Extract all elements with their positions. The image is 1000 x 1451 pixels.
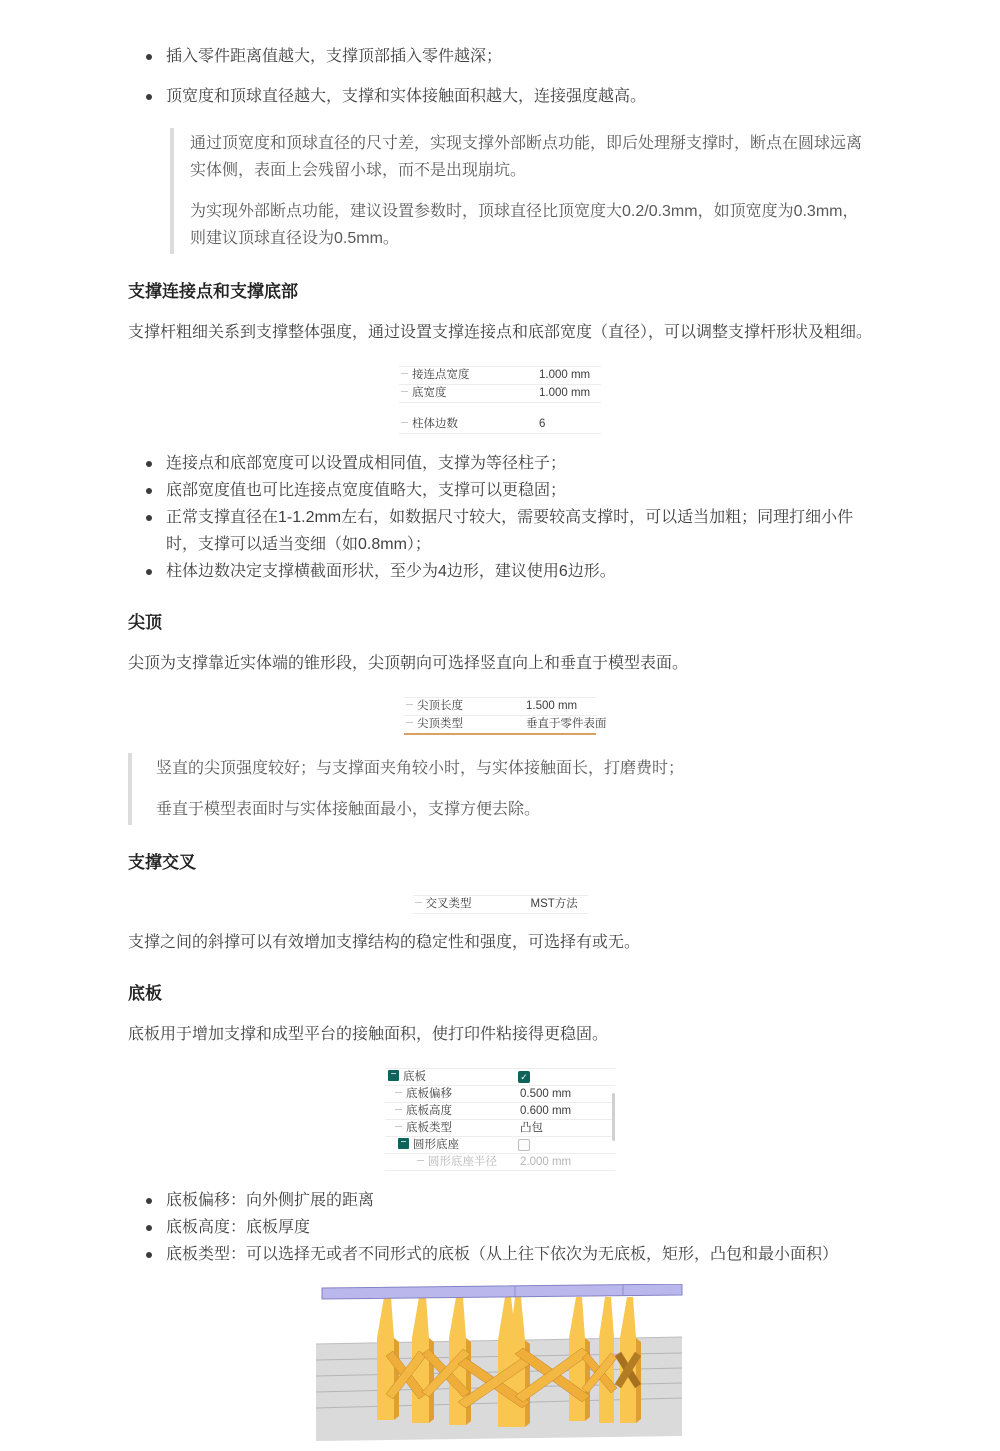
- setting-row: [385, 1120, 615, 1137]
- setting-row: [399, 416, 601, 434]
- model-plate: [322, 1284, 682, 1299]
- list-item: 柱体边数决定支撑横截面形状，至少为4边形，建议使用6边形。: [128, 558, 872, 585]
- support-render: [310, 1284, 690, 1446]
- setting-row: [385, 1086, 615, 1103]
- section-heading-connection: 支撑连接点和支撑底部: [128, 282, 298, 301]
- setting-row: [399, 385, 601, 403]
- list-item: 插入零件距离值越大，支撑顶部插入零件越深；: [128, 43, 872, 70]
- list-item: 连接点和底部宽度可以设置成相同值，支撑为等径柱子；: [128, 450, 872, 477]
- setting-label: 柱体边数: [412, 418, 458, 430]
- setting-row: [399, 367, 601, 385]
- setting-value: 6: [539, 418, 546, 430]
- setting-value: 2.000 mm: [520, 1156, 572, 1168]
- section-body-cross: 支撑之间的斜撑可以有效增加支撑结构的稳定性和强度，可选择有或无。: [128, 934, 641, 951]
- section-heading-cross: 支撑交叉: [128, 853, 196, 872]
- setting-label: 接连点宽度: [412, 369, 470, 381]
- setting-label: 底板偏移: [406, 1088, 452, 1100]
- tree-branch-icon: [395, 1126, 402, 1127]
- setting-label: 底宽度: [412, 387, 447, 399]
- tree-branch-icon: [417, 1160, 424, 1161]
- note-block-top: [170, 128, 872, 254]
- list-item: 正常支撑直径在1-1.2mm左右，如数据尺寸较大，需要较高支撑时，可以适当加粗；同理打细小件时，支撑可以适当变细（如0.8mm）；: [128, 504, 872, 558]
- note-paragraph: 通过顶宽度和顶球直径的尺寸差，实现支撑外部断点功能，即后处理掰支撑时，断点在圆球远离实体侧，表面上会残留小球，而不是出现崩坑。: [190, 135, 863, 179]
- setting-label: 交叉类型: [425, 898, 472, 910]
- tree-branch-icon: [395, 1109, 402, 1110]
- note-paragraph: 为实现外部断点功能，建议设置参数时，顶球直径比顶宽度大0.2/0.3mm，如顶宽度为0.3mm，则建议顶球直径设为0.5mm。: [190, 203, 859, 247]
- section-heading-baseplate: 底板: [128, 984, 162, 1003]
- tree-branch-icon: [401, 422, 408, 423]
- section-heading-tip: 尖顶: [128, 613, 162, 632]
- list-item: 底板偏移：向外侧扩展的距离: [128, 1187, 872, 1214]
- settings-panel-tip: [404, 697, 607, 735]
- list-item: 底板类型：可以选择无或者不同形式的底板（从上往下依次为无底板，矩形，凸包和最小面积）: [128, 1241, 872, 1268]
- list-item: 底部宽度值也可比连接点宽度值略大，支撑可以更稳固；: [128, 477, 872, 504]
- setting-value: 1.000 mm: [539, 387, 591, 399]
- list-item: 底板高度：底板厚度: [128, 1214, 872, 1241]
- setting-row: [404, 698, 596, 716]
- panel-gap: [399, 403, 601, 416]
- setting-value: 1.000 mm: [539, 369, 591, 381]
- section-body-tip: 尖顶为支撑靠近实体端的锥形段，尖顶朝向可选择竖直向上和垂直于模型表面。: [128, 655, 689, 672]
- setting-label: 底板类型: [406, 1122, 452, 1134]
- setting-value: 凸包: [520, 1122, 543, 1134]
- collapse-minus-icon: [388, 1070, 399, 1081]
- setting-row: [413, 896, 588, 914]
- section-body-baseplate: 底板用于增加支撑和成型平台的接触面积，使打印件粘接得更稳固。: [128, 1026, 609, 1043]
- scrollbar-thumb: [612, 1093, 615, 1141]
- setting-group-row: [385, 1069, 615, 1086]
- tree-branch-icon: [401, 391, 408, 392]
- setting-value: 0.500 mm: [520, 1088, 572, 1100]
- setting-row-disabled: [385, 1154, 615, 1171]
- setting-label: 尖顶长度: [417, 700, 463, 712]
- tree-branch-icon: [395, 1092, 402, 1093]
- setting-label: 底板高度: [406, 1105, 452, 1117]
- setting-value: 垂直于零件表面: [526, 718, 607, 730]
- tree-branch-icon: [415, 902, 422, 903]
- baseplate-bullet-list: [128, 1187, 872, 1268]
- setting-value: MST方法: [530, 898, 578, 910]
- settings-panel-cross: [413, 895, 588, 914]
- list-item: 顶宽度和顶球直径越大，支撑和实体接触面积越大，连接强度越高。: [128, 83, 872, 110]
- setting-row-highlighted: [404, 716, 607, 735]
- setting-value: 1.500 mm: [526, 700, 578, 712]
- intro-bullet-list: [128, 43, 872, 110]
- checkbox-checked-icon: [518, 1071, 530, 1083]
- section-body-connection: 支撑杆粗细关系到支撑整体强度，通过设置支撑连接点和底部宽度（直径），可以调整支撑杆形状及粗细。: [128, 324, 873, 341]
- settings-panel-baseplate: [385, 1068, 615, 1171]
- setting-value: 0.600 mm: [520, 1105, 572, 1117]
- setting-label: 尖顶类型: [417, 718, 463, 730]
- support-structure-figure: [128, 1284, 872, 1451]
- tree-branch-icon: [406, 722, 413, 723]
- setting-label: 圆形底座: [413, 1139, 459, 1151]
- note-paragraph: 垂直于模型表面时与实体接触面最小，支撑方便去除。: [156, 801, 541, 818]
- settings-panel-connection: [399, 366, 601, 434]
- note-block-tip: [128, 753, 872, 825]
- note-paragraph: 竖直的尖顶强度较好；与支撑面夹角较小时，与实体接触面长，打磨费时；: [156, 760, 685, 777]
- checkbox-unchecked-icon: [518, 1139, 530, 1151]
- setting-group-row: [385, 1137, 615, 1154]
- setting-label: 圆形底座半径: [428, 1156, 497, 1168]
- tree-branch-icon: [401, 373, 408, 374]
- connection-bullet-list: [128, 450, 872, 585]
- setting-row: [385, 1103, 615, 1120]
- tree-branch-icon: [406, 704, 413, 705]
- setting-label: 底板: [403, 1071, 426, 1083]
- collapse-minus-icon: [398, 1138, 409, 1149]
